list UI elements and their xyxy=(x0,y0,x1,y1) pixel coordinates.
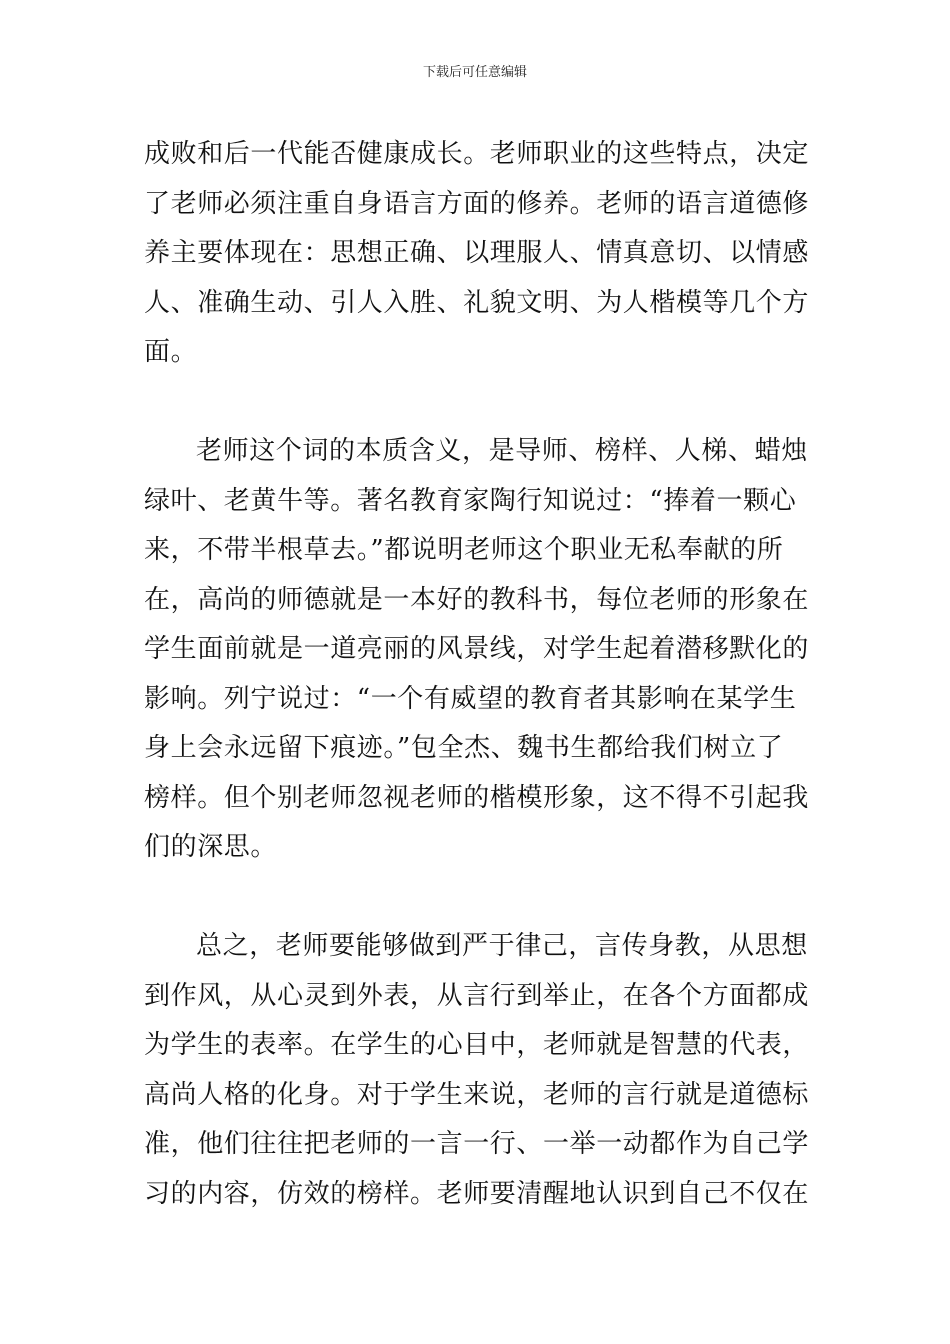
text-line: 到作风，从心灵到外表，从言行到举止，在各个方面都成 xyxy=(144,980,810,1011)
document-body xyxy=(144,130,814,1219)
paragraph-spacer xyxy=(144,873,814,923)
paragraph-spacer xyxy=(144,378,814,428)
text-line: 老师这个词的本质含义，是导师、榜样、人梯、蜡烛 xyxy=(196,436,808,466)
text-line: 准，他们往往把老师的一言一行、一举一动都作为自己学 xyxy=(144,1129,810,1159)
text-line: 学生面前就是一道亮丽的风景线，对学生起着潜移默化的 xyxy=(144,634,810,664)
text-line: 高尚人格的化身。对于学生来说，老师的言行就是道德标 xyxy=(144,1079,810,1110)
paragraph xyxy=(144,427,814,873)
text-line: 习的内容，仿效的榜样。老师要清醒地认识到自己不仅在 xyxy=(144,1178,810,1209)
text-line: 为学生的表率。在学生的心目中，老师就是智慧的代表， xyxy=(144,1030,810,1060)
text-line: 们的深思。 xyxy=(144,832,278,862)
text-line: 在，高尚的师德就是一本好的教科书，每位老师的形象在 xyxy=(144,584,810,615)
paragraph xyxy=(144,922,814,1219)
text-line: 影响。列宁说过：“一个有威望的教育者其影响在某学生 xyxy=(144,683,797,714)
text-line: 来，不带半根草去。”都说明老师这个职业无私奉献的所 xyxy=(144,535,784,565)
text-line: 了老师必须注重自身语言方面的修养。老师的语言道德修 xyxy=(144,188,810,219)
text-line: 面。 xyxy=(144,337,198,367)
text-line: 人、准确生动、引人入胜、礼貌文明、为人楷模等几个方 xyxy=(144,287,810,318)
page-header: 下载后可任意编辑 xyxy=(422,65,527,80)
text-line: 养主要体现在：思想正确、以理服人、情真意切、以情感 xyxy=(144,238,810,268)
text-line: 身上会永远留下痕迹。”包全杰、魏书生都给我们树立了 xyxy=(144,733,784,763)
text-line: 绿叶、老黄牛等。著名教育家陶行知说过：“捧着一颗心 xyxy=(144,485,797,516)
paragraph xyxy=(144,130,814,378)
text-line: 榜样。但个别老师忽视老师的楷模形象，这不得不引起我 xyxy=(144,782,810,813)
text-line: 成败和后一代能否健康成长。老师职业的这些特点，决定 xyxy=(144,139,810,169)
text-line: 总之，老师要能够做到严于律己，言传身教，从思想 xyxy=(196,931,808,961)
